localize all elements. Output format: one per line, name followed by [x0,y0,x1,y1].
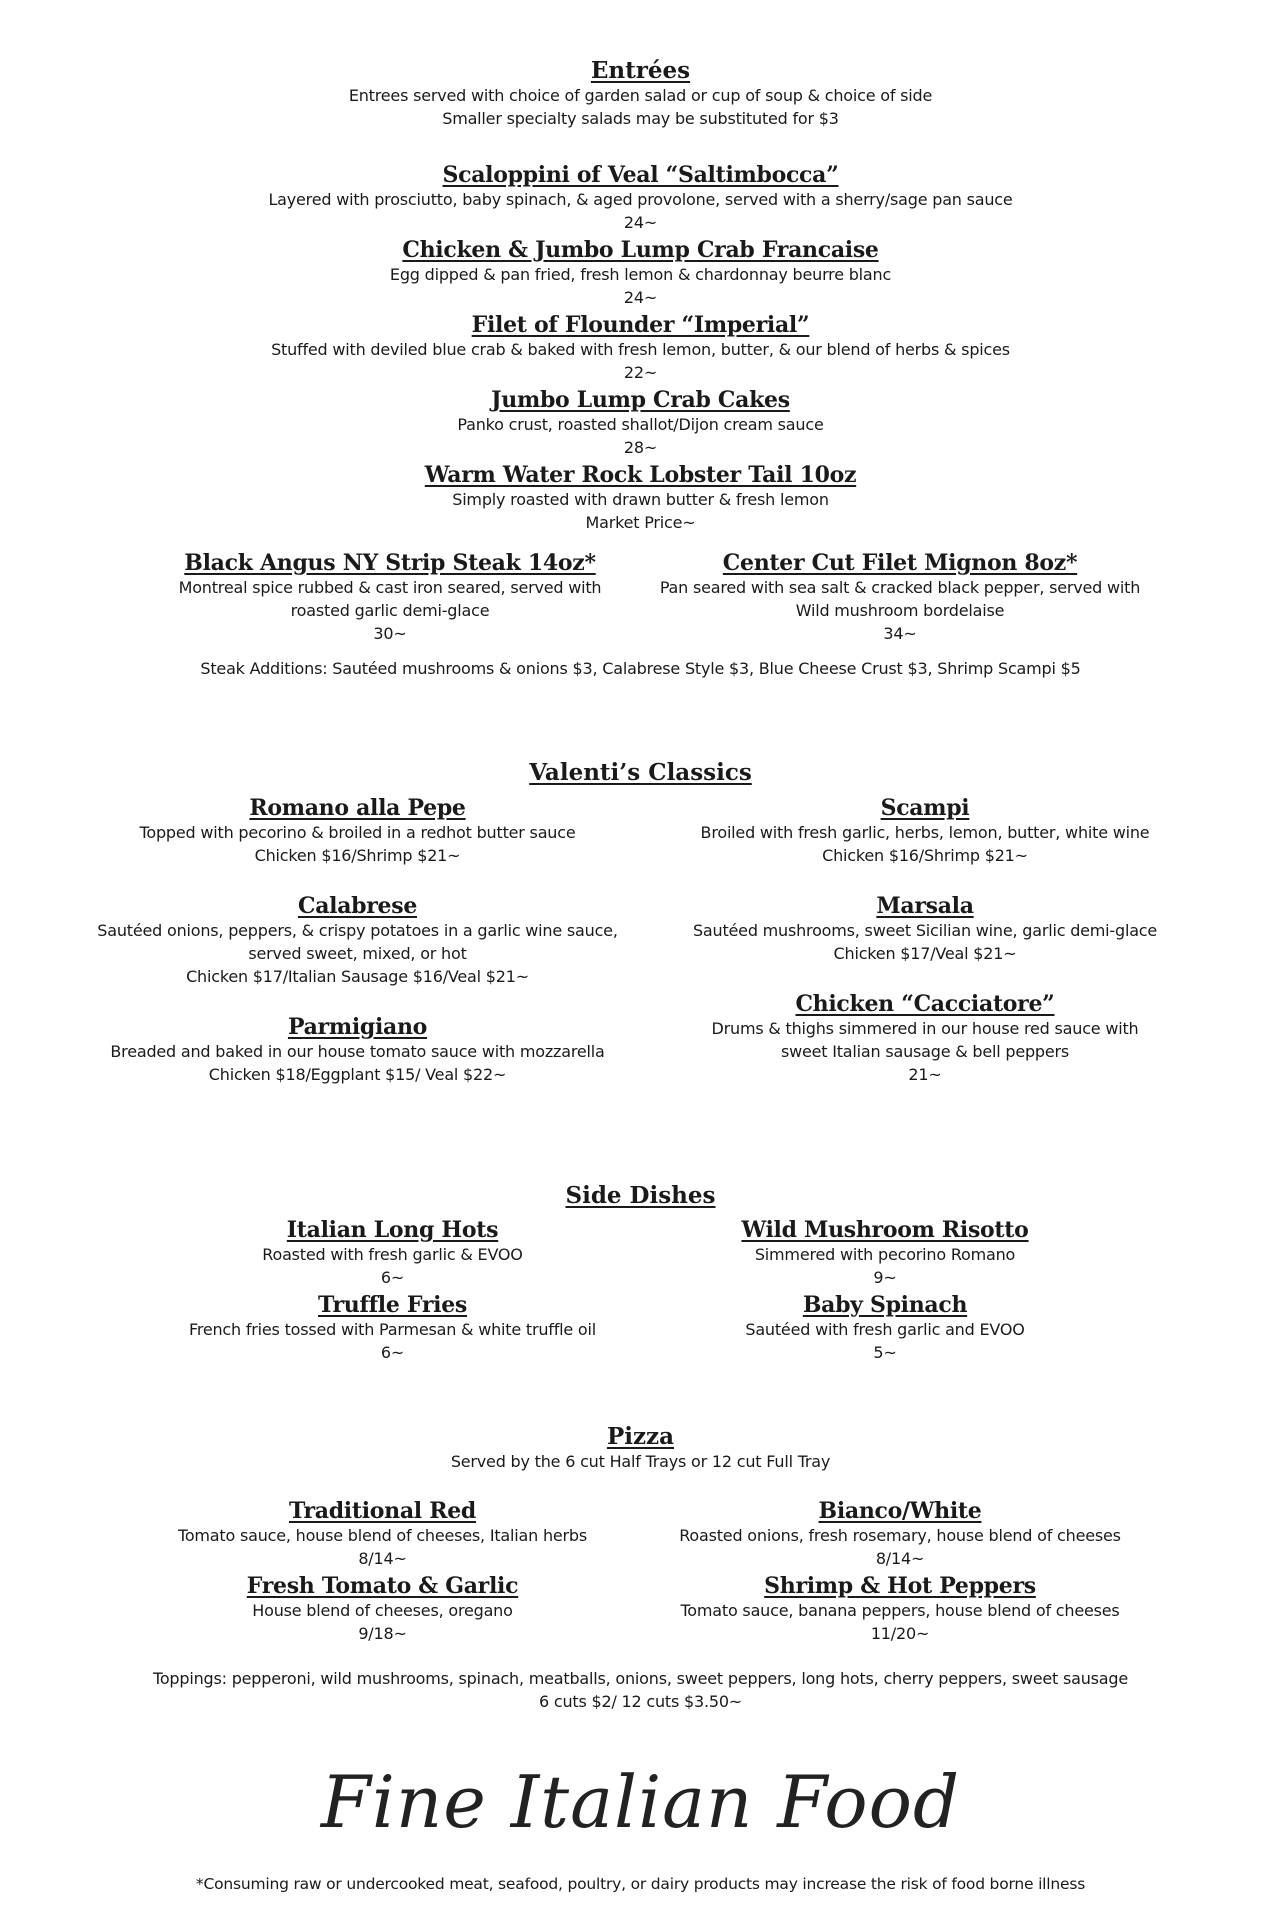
steak-item [600,550,1200,645]
side-desc: French fries tossed with Parmesan & white truffle oil [188,1320,597,1339]
classic-item [660,893,1190,965]
pizza-name: Bianco/White [818,1498,982,1524]
classic-price: Chicken $16/Shrimp $21~ [822,846,1028,865]
classic-price: Chicken $16/Shrimp $21~ [254,846,461,865]
sides-title: Side Dishes [565,1182,716,1209]
side-item [660,1217,1110,1289]
pizza-note: Served by the 6 cut Half Trays or 12 cut Full Tray [450,1452,831,1471]
side-price: 9~ [873,1268,897,1287]
side-desc: Simmered with pecorino Romano [754,1245,1016,1264]
side-price: 6~ [380,1343,405,1362]
entree-desc: Layered with prosciutto, baby spinach, & aged provolone, served with a sherry/sage pan sauce [268,190,1013,209]
side-name: Truffle Fries [318,1292,467,1318]
pizza-price: 11/20~ [870,1624,930,1643]
steak-desc-2: Wild mushroom bordelaise [795,601,1005,620]
classic-item [60,893,655,988]
pizza-section [0,1424,1281,1473]
classic-desc: Broiled with fresh garlic, herbs, lemon, butter, white wine [700,823,1150,842]
classic-name: Parmigiano [287,1014,428,1040]
classic-price: 21~ [908,1065,942,1084]
entree-price: Market Price~ [585,513,696,532]
entree-price: 24~ [623,288,658,307]
entree-name: Warm Water Rock Lobster Tail 10oz [424,462,857,488]
entree-item [0,462,1281,534]
pizza-name: Fresh Tomato & Garlic [246,1573,519,1599]
classic-desc-2: sweet Italian sausage & bell peppers [780,1042,1070,1061]
steak-desc-1: Pan seared with sea salt & cracked black pepper, served with [659,578,1141,597]
pizza-item [640,1573,1160,1645]
classic-price: Chicken $18/Eggplant $15/ Veal $22~ [208,1065,507,1084]
steak-name: Center Cut Filet Mignon 8oz* [722,550,1078,576]
entree-price: 22~ [623,363,658,382]
entree-price: 28~ [623,438,658,457]
entree-desc: Simply roasted with drawn butter & fresh lemon [452,490,829,509]
steak-price: 30~ [373,624,407,643]
pizza-name: Traditional Red [289,1498,476,1524]
pizza-price: 8/14~ [875,1549,925,1568]
entree-item [0,237,1281,309]
side-name: Italian Long Hots [286,1217,499,1243]
entree-name: Chicken & Jumbo Lump Crab Francaise [402,237,879,263]
side-desc: Sautéed with fresh garlic and EVOO [745,1320,1025,1339]
steak-price: 34~ [883,624,917,643]
classic-name: Romano alla Pepe [249,795,466,821]
entree-item [0,312,1281,384]
steak-additions-text: Steak Additions: Sautéed mushrooms & onions $3, Calabrese Style $3, Blue Cheese Crust $3, Shrimp Scampi $5 [200,659,1081,678]
classic-item [60,795,655,867]
classic-desc: Sautéed mushrooms, sweet Sicilian wine, garlic demi-glace [692,921,1158,940]
pizza-toppings [0,1667,1281,1713]
classic-name: Calabrese [297,893,418,919]
pizza-item [80,1573,685,1645]
side-price: 5~ [873,1343,897,1362]
entree-price: 24~ [623,213,658,232]
entrees-note-1: Entrees served with choice of garden salad or cup of soup & choice of side [348,86,933,105]
pizza-price: 9/18~ [358,1624,407,1643]
classics-title: Valenti’s Classics [529,759,752,786]
entrees-note-2: Smaller specialty salads may be substituted for $3 [442,109,839,128]
classic-desc: Topped with pecorino & broiled in a redhot butter sauce [139,823,576,842]
classic-price: Chicken $17/Italian Sausage $16/Veal $21~ [186,967,529,986]
entree-desc: Stuffed with deviled blue crab & baked with fresh lemon, butter, & our blend of herbs & spices [271,340,1010,359]
pizza-item [640,1498,1160,1570]
side-name: Wild Mushroom Risotto [741,1217,1029,1243]
classic-item [660,991,1190,1086]
classic-name: Chicken “Cacciatore” [795,991,1055,1017]
entree-name: Scaloppini of Veal “Saltimbocca” [442,162,839,188]
side-item [660,1292,1110,1364]
entree-desc: Panko crust, roasted shallot/Dijon cream sauce [457,415,824,434]
tagline [0,1760,1281,1844]
pizza-title: Pizza [606,1423,675,1450]
sides-section [0,1183,1281,1209]
pizza-item [80,1498,685,1570]
classic-desc-1: Drums & thighs simmered in our house red sauce with [711,1019,1139,1038]
pizza-desc: Roasted onions, fresh rosemary, house blend of cheeses [679,1526,1121,1545]
steak-name: Black Angus NY Strip Steak 14oz* [184,550,596,576]
entrees-section [0,58,1281,130]
side-desc: Roasted with fresh garlic & EVOO [262,1245,523,1264]
side-price: 6~ [380,1268,405,1287]
pizza-desc: Tomato sauce, banana peppers, house blend of cheeses [680,1601,1120,1620]
side-item [80,1217,705,1289]
entree-item [0,162,1281,234]
pizza-desc: Tomato sauce, house blend of cheeses, Italian herbs [177,1526,588,1545]
classic-name: Scampi [880,795,970,821]
entree-item [0,387,1281,459]
steak-additions [0,657,1281,680]
classic-desc-1: Sautéed onions, peppers, & crispy potatoes in a garlic wine sauce, [97,921,618,940]
disclaimer [0,1873,1281,1896]
disclaimer-text: *Consuming raw or undercooked meat, seafood, poultry, or dairy products may increase the risk of food borne illness [195,1875,1086,1893]
steak-desc-2: roasted garlic demi-glace [290,601,490,620]
toppings-text: Toppings: pepperoni, wild mushrooms, spinach, meatballs, onions, sweet peppers, long hots, cherry peppers, sweet sausage [152,1669,1129,1688]
steak-desc-1: Montreal spice rubbed & cast iron seared, served with [178,578,602,597]
classic-desc: Breaded and baked in our house tomato sauce with mozzarella [110,1042,605,1061]
entree-desc: Egg dipped & pan fried, fresh lemon & chardonnay beurre blanc [389,265,892,284]
pizza-desc: House blend of cheeses, oregano [252,1601,513,1620]
tagline-text: Fine Italian Food [320,1760,961,1844]
classics-section [0,760,1281,786]
toppings-price: 6 cuts $2/ 12 cuts $3.50~ [538,1692,743,1711]
entrees-title: Entrées [590,57,691,84]
pizza-name: Shrimp & Hot Peppers [764,1573,1036,1599]
side-name: Baby Spinach [802,1292,968,1318]
entree-name: Jumbo Lump Crab Cakes [491,387,790,413]
classic-desc-2: served sweet, mixed, or hot [248,944,467,963]
side-item [80,1292,705,1364]
pizza-price: 8/14~ [358,1549,407,1568]
classic-item [660,795,1190,867]
classic-item [60,1014,655,1086]
entree-name: Filet of Flounder “Imperial” [471,312,810,338]
classic-price: Chicken $17/Veal $21~ [833,944,1017,963]
classic-name: Marsala [876,893,974,919]
